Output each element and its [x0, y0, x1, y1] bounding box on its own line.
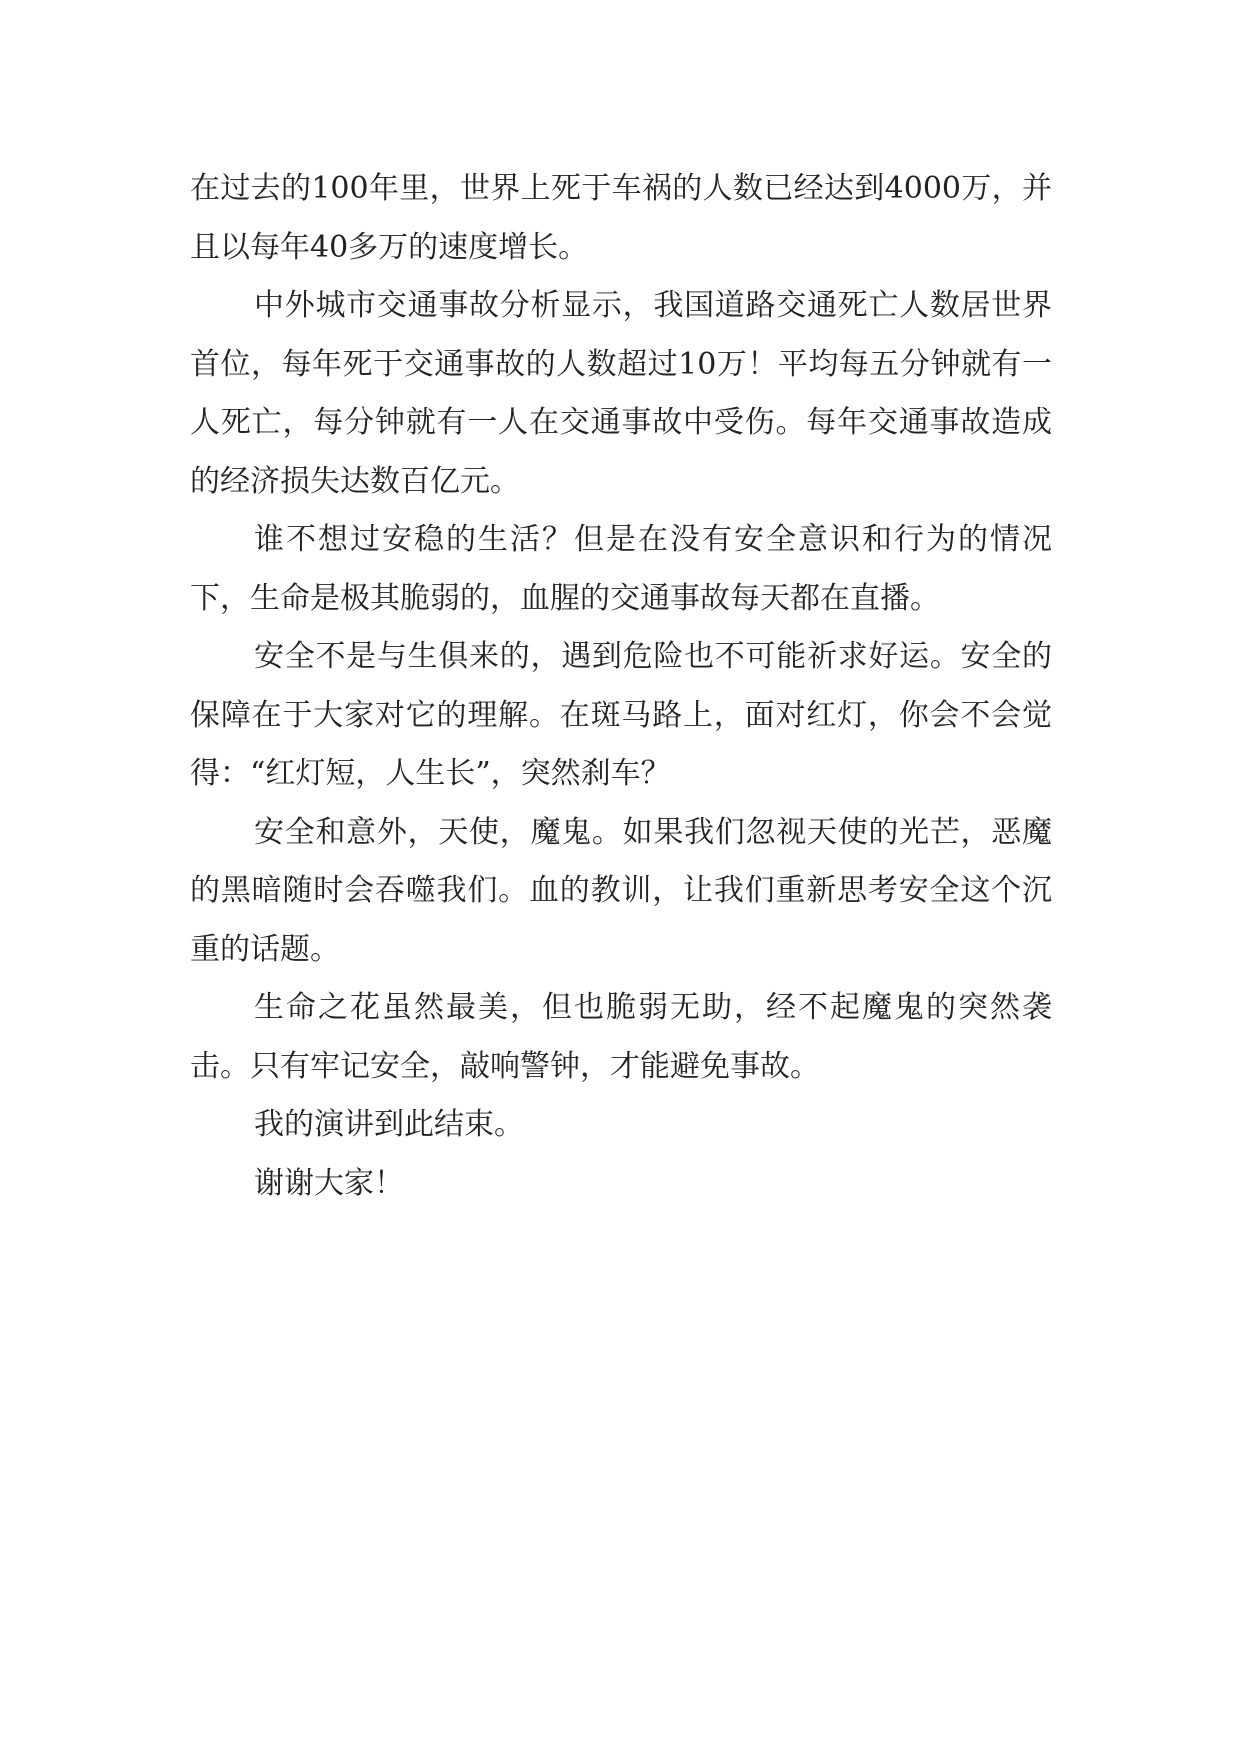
paragraph-remember-safety: 生命之花虽然最美，但也脆弱无助，经不起魔鬼的突然袭击。只有牢记安全，敲响警钟，才能避免事故。	[190, 990, 1052, 1084]
paragraph-traffic-statistics: 中外城市交通事故分析显示，我国道路交通死亡人数居世界首位，每年死于交通事故的人数超过10万！平均每五分钟就有一人死亡，每分钟就有一人在交通事故中受伤。每年交通事故造成的经济损失达数百亿元。	[190, 288, 1052, 499]
paragraph-fragile-life: 谁不想过安稳的生活？但是在没有安全意识和行为的情况下，生命是极其脆弱的，血腥的交通事故每天都在直播。	[190, 522, 1052, 616]
paragraph-closing: 我的演讲到此结束。	[254, 1107, 524, 1142]
paragraph-angel-devil: 安全和意外，天使，魔鬼。如果我们忽视天使的光芒，恶魔的黑暗随时会吞噬我们。血的教训，让我们重新思考安全这个沉重的话题。	[190, 814, 1052, 967]
paragraph-thanks: 谢谢大家！	[254, 1165, 404, 1201]
paragraph-continuation: 在过去的100年里，世界上死于车祸的人数已经达到4000万，并且以每年40多万的速度增长。	[190, 171, 1052, 265]
document-body	[190, 160, 1052, 1213]
paragraph-red-light: 安全不是与生俱来的，遇到危险也不可能祈求好运。安全的保障在于大家对它的理解。在斑马路上，面对红灯，你会不会觉得：“红灯短，人生长”，突然刹车？	[190, 639, 1052, 791]
